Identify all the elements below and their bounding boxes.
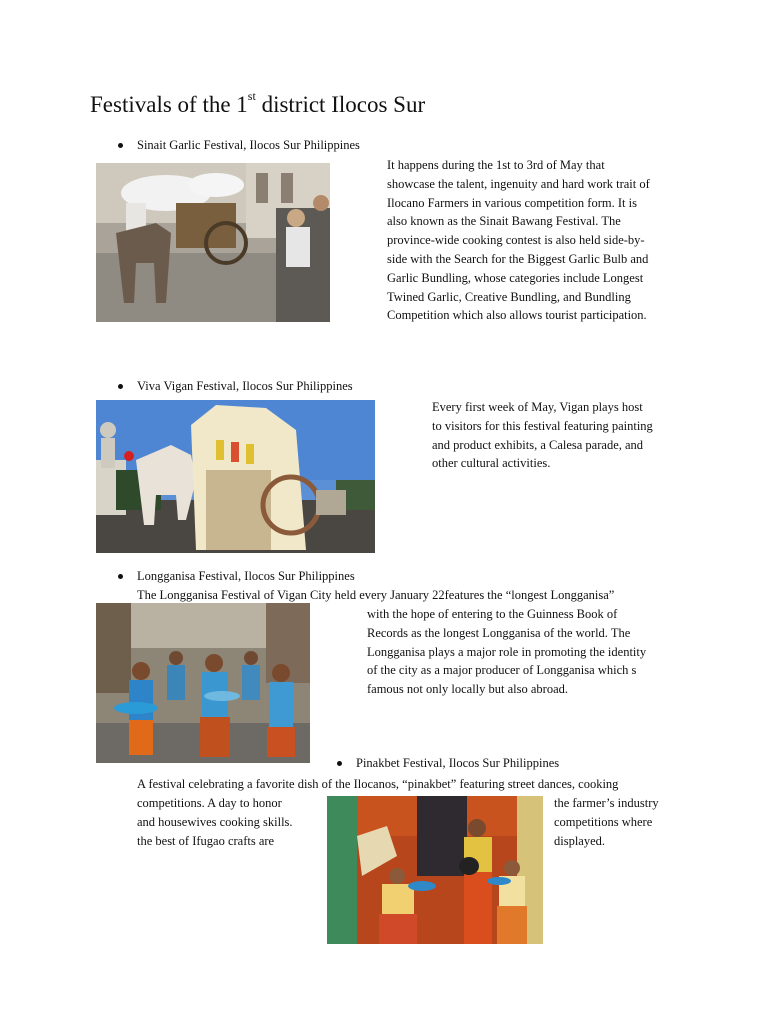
paragraph-line: side with the Search for the Biggest Garlic Bulb and: [387, 251, 649, 266]
paragraph-line: Garlic Bundling, whose categories include Longest: [387, 270, 644, 285]
paragraph-line: Records as the longest Longganisa of the world. The: [367, 625, 631, 640]
pinakbet-dancers-photo: [327, 796, 543, 944]
paragraph-line: It happens during the 1st to 3rd of May that: [387, 158, 605, 172]
section-body-pinakbet-left: [137, 794, 293, 850]
section-body-longganisa: [367, 605, 646, 699]
paragraph-line: Twined Garlic, Creative Bundling, and Bundling: [387, 289, 631, 304]
bullet-icon: [118, 143, 123, 148]
street-dancers-photo: [96, 603, 310, 763]
section-body-pinakbet-right: [554, 794, 659, 850]
paragraph-line: of the city as a major producer of Longganisa which s: [367, 663, 637, 678]
paragraph-line: The Longganisa Festival of Vigan City held every January 22features the “longest Longganisa”: [137, 588, 615, 602]
heading-text: Pinakbet Festival, Ilocos Sur Philippines: [356, 756, 560, 770]
section-heading-pinakbet: [337, 756, 559, 771]
page-title: [90, 89, 426, 118]
paragraph-line: and product exhibits, a Calesa parade, and: [432, 437, 644, 452]
title-text-end: district Ilocos Sur: [255, 92, 426, 117]
paragraph-line: Every first week of May, Vigan plays host: [432, 400, 643, 414]
section-body-viva-vigan: [432, 398, 653, 473]
paragraph-line: and housewives cooking skills.: [137, 814, 293, 829]
title-superscript: st: [247, 89, 256, 104]
paragraph-line: Competition which also allows tourist participation.: [387, 308, 647, 323]
paragraph-line: the farmer’s industry: [554, 796, 659, 810]
bullet-icon: [118, 384, 123, 389]
paragraph-line: A festival celebrating a favorite dish of the Ilocanos, “pinakbet” featuring street dances, cooking: [137, 777, 619, 791]
calesa-parade-photo: [96, 400, 375, 553]
section-lead-longganisa: [137, 586, 614, 605]
paragraph-line: Ilocano Farmers in various competition form. It is: [387, 195, 637, 210]
paragraph-line: with the hope of entering to the Guinness Book of: [367, 607, 618, 621]
paragraph-line: also known as the Sinait Bawang Festival. The: [387, 214, 621, 229]
paragraph-line: competitions where: [554, 814, 653, 829]
section-body-sinait: [387, 156, 650, 325]
bullet-icon: [118, 574, 123, 579]
paragraph-line: to visitors for this festival featuring painting: [432, 418, 653, 433]
paragraph-line: the best of Ifugao crafts are: [137, 833, 275, 848]
paragraph-line: showcase the talent, ingenuity and hard work trait of: [387, 176, 650, 191]
heading-text: Viva Vigan Festival, Ilocos Sur Philippines: [137, 379, 353, 393]
paragraph-line: province-wide cooking contest is also held side-by-: [387, 233, 645, 248]
paragraph-line: competitions. A day to honor: [137, 796, 282, 810]
paragraph-line: famous not only locally but also abroad.: [367, 682, 569, 697]
paragraph-line: other cultural activities.: [432, 456, 551, 471]
title-text: Festivals of the 1: [90, 92, 248, 117]
heading-text: Sinait Garlic Festival, Ilocos Sur Philippines: [137, 138, 360, 152]
paragraph-line: displayed.: [554, 833, 606, 848]
heading-text: Longganisa Festival, Ilocos Sur Philippines: [137, 569, 355, 583]
bullet-icon: [337, 761, 342, 766]
paragraph-line: Longganisa plays a major role in promoting the identity: [367, 644, 647, 659]
section-heading-sinait: [118, 138, 360, 153]
section-heading-viva-vigan: [118, 379, 353, 394]
section-lead-pinakbet: [137, 775, 618, 794]
decorated-calesa-carriage-photo: [96, 163, 330, 322]
section-heading-longganisa: [118, 569, 355, 584]
